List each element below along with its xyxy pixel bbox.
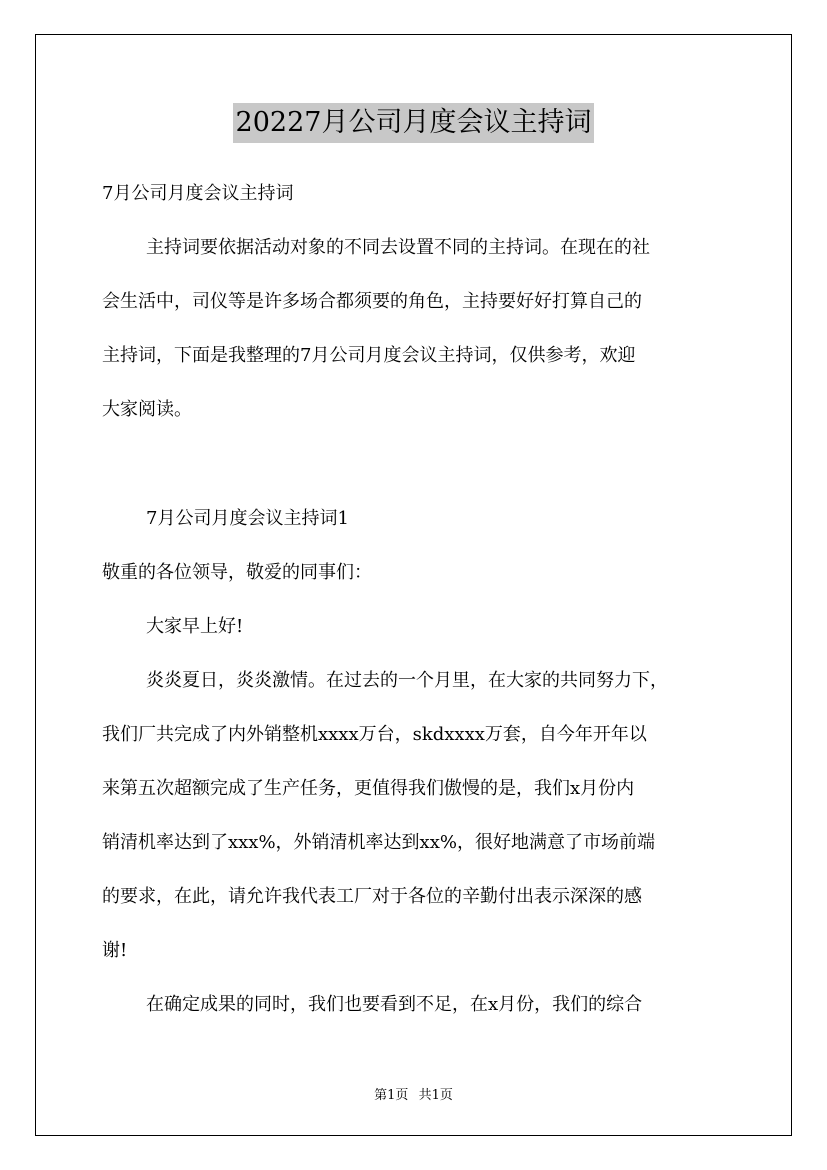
title-container [0,103,827,143]
body-line-6: 谢! [102,940,128,961]
last-line: 在确定成果的同时，我们也要看到不足，在x月份，我们的综合 [146,994,643,1015]
body-line-2: 我们厂共完成了内外销整机xxxx万台，skdxxxx万套，自今年开年以 [102,724,647,745]
intro-line-4: 大家阅读。 [102,399,192,420]
greeting: 敬重的各位领导，敬爱的同事们： [102,562,372,583]
body-line-4: 销清机率达到了xxx%，外销清机率达到xx%，很好地满意了市场前端 [102,832,655,853]
section-heading: 7月公司月度会议主持词1 [146,508,349,529]
page-footer [0,1084,827,1103]
intro-line-1: 主持词要依据活动对象的不同去设置不同的主持词。在现在的社 [146,237,650,258]
salutation: 大家早上好! [146,616,244,637]
document-title: 20227月公司月度会议主持词 [233,103,595,143]
footer-total-pages: 共1页 [418,1088,453,1103]
body-line-3: 来第五次超额完成了生产任务，更值得我们傲慢的是，我们x月份内 [102,778,635,799]
intro-line-2: 会生活中，司仪等是许多场合都须要的角色，主持要好好打算自己的 [102,291,642,312]
body-line-1: 炎炎夏日，炎炎激情。在过去的一个月里，在大家的共同努力下， [146,670,668,691]
footer-page-number: 第1页 [374,1088,409,1103]
subtitle: 7月公司月度会议主持词 [102,183,294,204]
intro-line-3: 主持词，下面是我整理的7月公司月度会议主持词，仅供参考，欢迎 [102,345,636,366]
body-line-5: 的要求，在此，请允许我代表工厂对于各位的辛勤付出表示深深的感 [102,886,642,907]
